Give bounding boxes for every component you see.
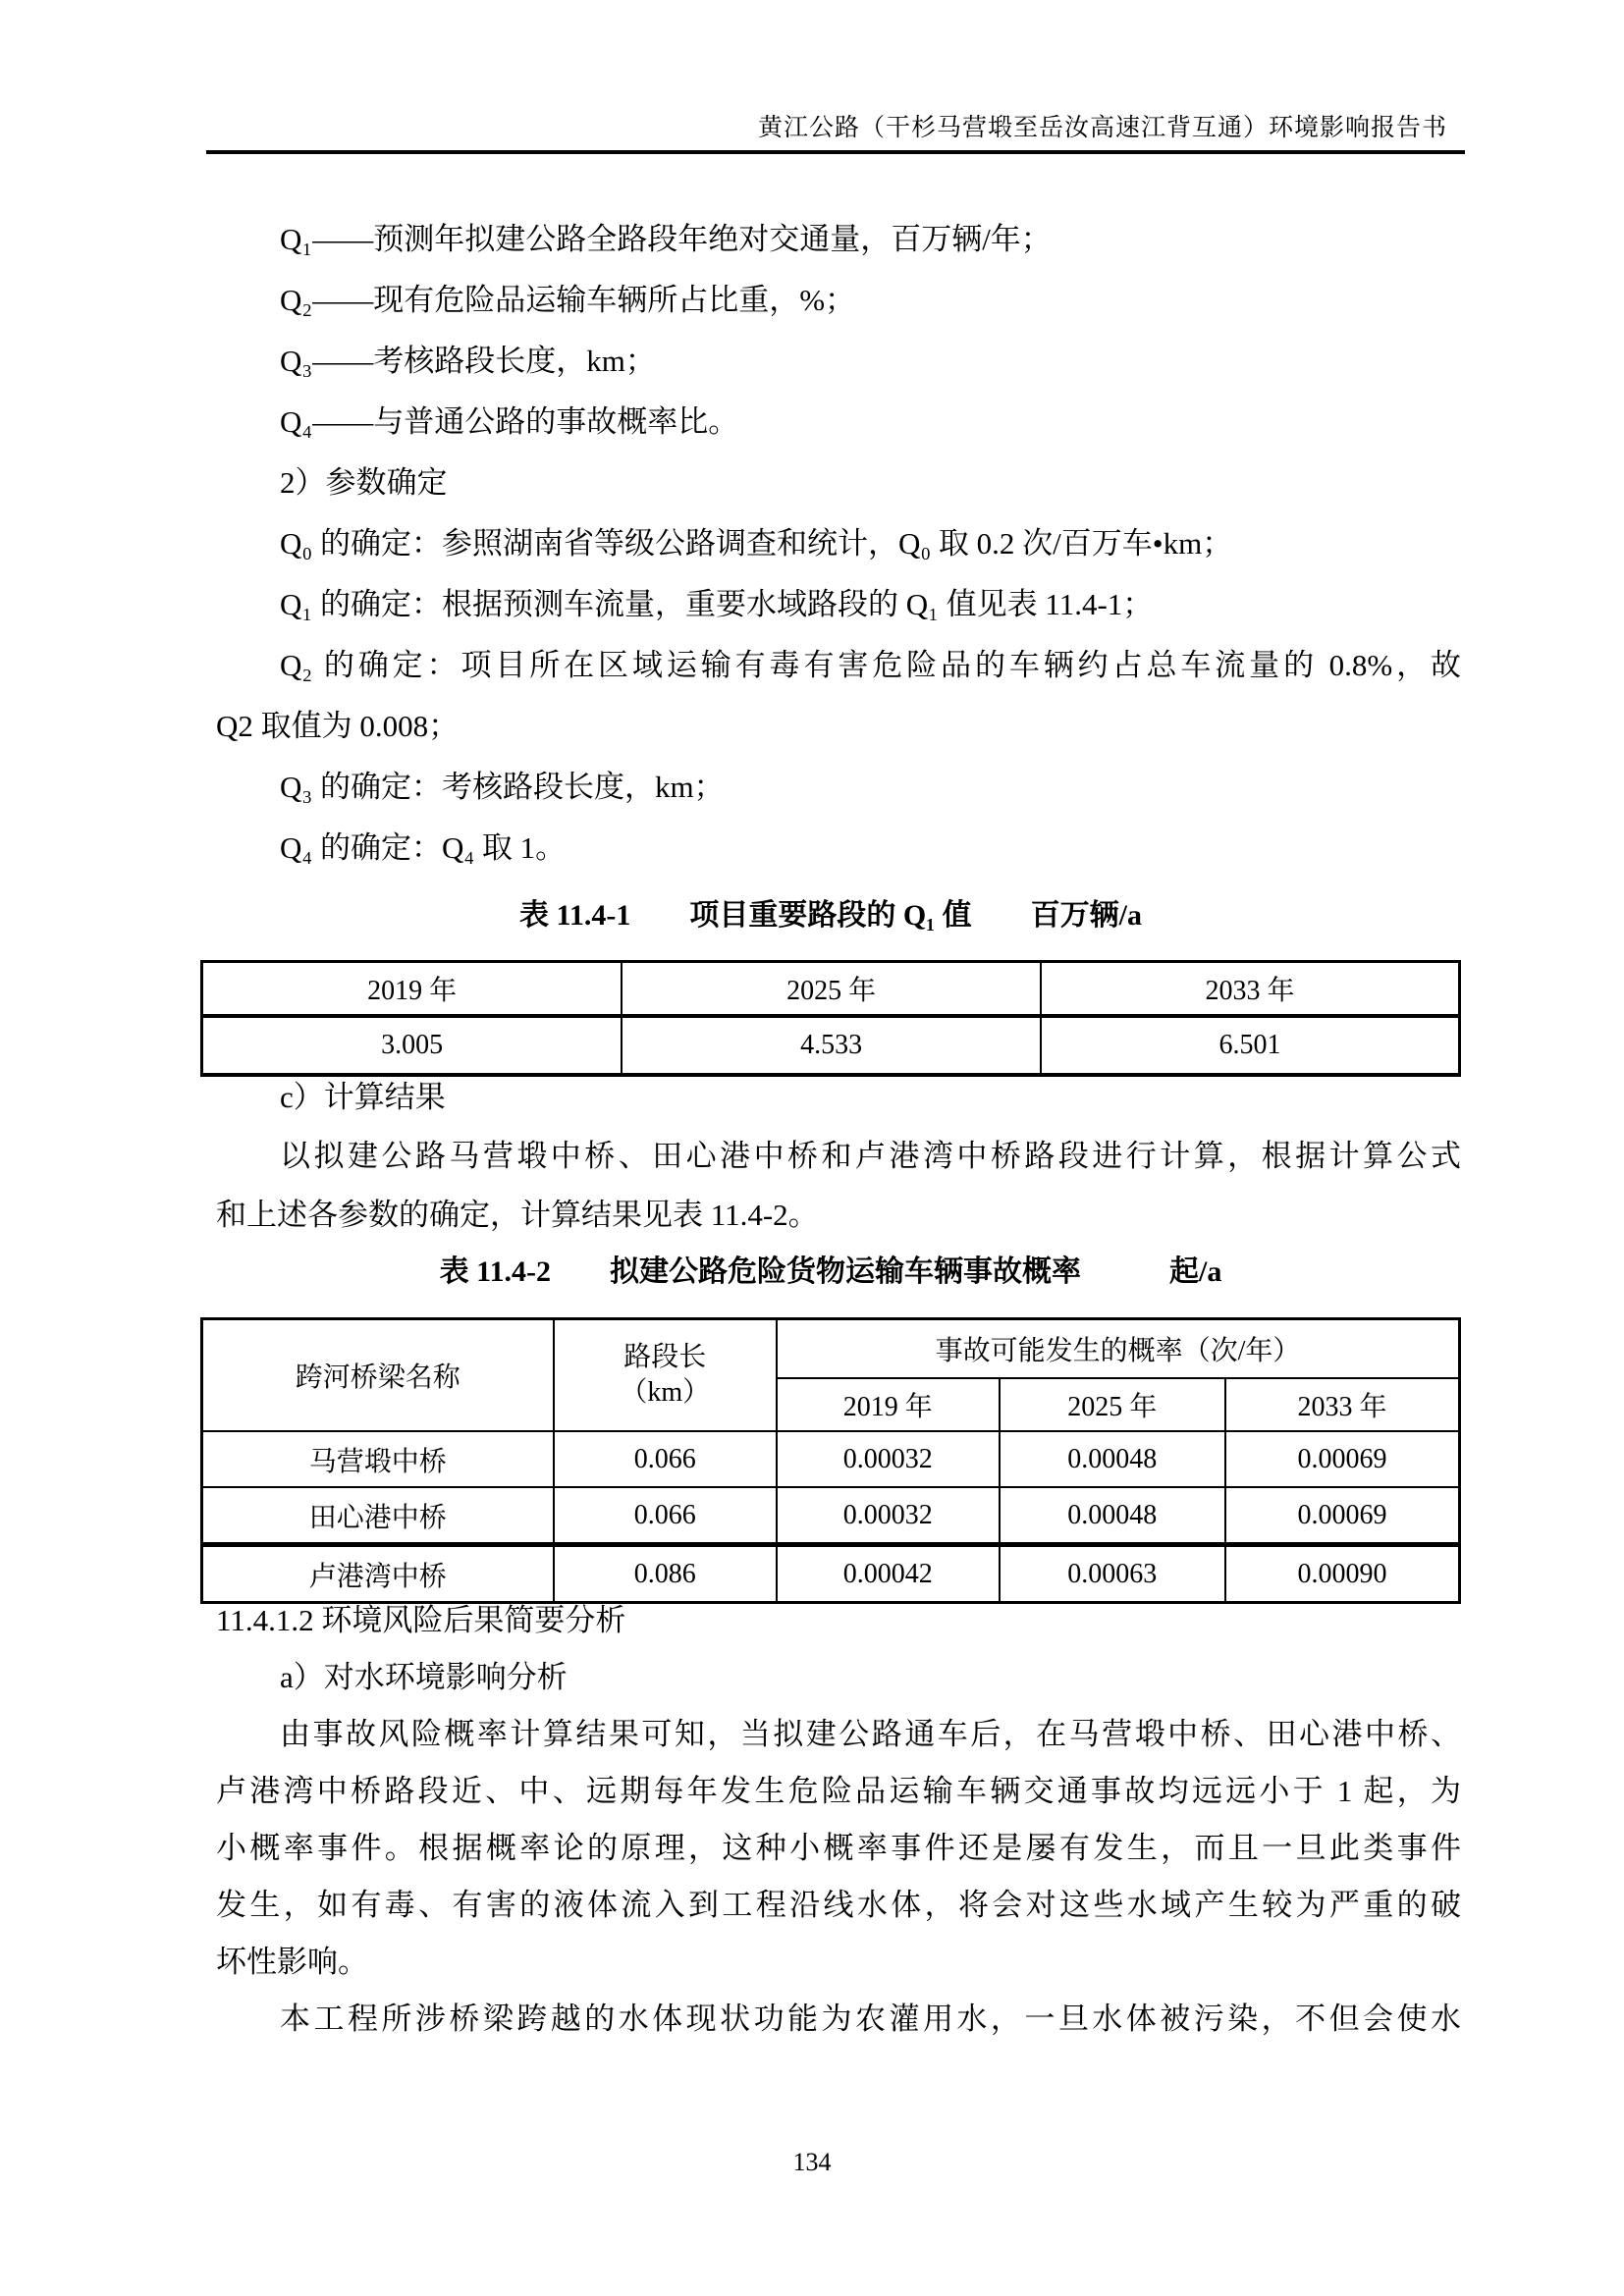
page-number: 134 xyxy=(792,2148,832,2176)
text-line: 本工程所涉桥梁跨越的水体现状功能为农灌用水，一旦水体被污染，不但会使水 xyxy=(280,2002,1461,2036)
text-line: 以拟建公路马营塅中桥、田心港中桥和卢港湾中桥路段进行计算，根据计算公式 xyxy=(280,1139,1461,1173)
table1-value: 6.501 xyxy=(1041,1016,1460,1075)
table2-year-header: 2019 年 xyxy=(777,1378,999,1431)
table-cell: 0.00032 xyxy=(777,1431,999,1487)
body-section-parameters xyxy=(200,209,1461,879)
accident-probability-table xyxy=(200,1317,1461,1604)
text-line: Q₄ 的确定：Q₄ 取 1。 xyxy=(280,830,567,865)
text-line: 卢港湾中桥路段近、中、远期每年发生危险品运输车辆交通事故均远远小于 1 起，为 xyxy=(216,1774,1461,1808)
table1-value: 4.533 xyxy=(622,1016,1041,1075)
table-cell: 卢港湾中桥 xyxy=(202,1545,554,1603)
table2-bridge-header: 跨河桥梁名称 xyxy=(202,1319,554,1432)
table-cell: 马营塅中桥 xyxy=(202,1431,554,1487)
text-line: Q₃ 的确定：考核路段长度，km； xyxy=(280,770,725,804)
text-line: Q₁ 的确定：根据预测车流量，重要水域路段的 Q₁ 值见表 11.4-1； xyxy=(280,587,1154,621)
table-header-row xyxy=(202,962,1460,1017)
text-line: a）对水环境影响分析 xyxy=(280,1660,568,1694)
table2-caption: 表 11.4-2 拟建公路危险货物运输车辆事故概率 起/a xyxy=(439,1255,1222,1288)
text-line: Q₃——考核路段长度，km； xyxy=(280,344,656,378)
table-cell: 0.00048 xyxy=(1000,1487,1225,1545)
text-line: 坏性影响。 xyxy=(216,1945,368,1979)
body-section-results xyxy=(200,1068,1461,1245)
table-header-row xyxy=(202,1319,1460,1379)
header-rule-divider xyxy=(206,150,1465,154)
text-line: Q₂ 的确定：项目所在区域运输有毒有害危险品的车辆约占总车流量的 0.8%，故 xyxy=(280,648,1461,682)
q1-values-table xyxy=(200,960,1461,1077)
table-cell: 0.086 xyxy=(554,1545,778,1603)
table2-length-header-line2: （km） xyxy=(620,1377,711,1408)
table-cell: 0.066 xyxy=(554,1487,778,1545)
text-line: 11.4.1.2 环境风险后果简要分析 xyxy=(216,1603,626,1637)
table1-caption: 表 11.4-1 项目重要路段的 Q₁ 值 百万辆/a xyxy=(519,899,1142,932)
text-line: Q₀ 的确定：参照湖南省等级公路调查和统计，Q₀ 取 0.2 次/百万车•km； xyxy=(280,526,1233,561)
text-line: Q2 取值为 0.008； xyxy=(216,709,460,743)
table-cell: 0.00048 xyxy=(1000,1431,1225,1487)
table-cell: 田心港中桥 xyxy=(202,1487,554,1545)
table2-length-header-line1: 路段长 xyxy=(623,1342,707,1372)
table-row xyxy=(202,1487,1460,1545)
table2-year-header: 2025 年 xyxy=(1000,1378,1225,1431)
table-cell: 0.00042 xyxy=(777,1545,999,1603)
text-line: Q₂——现有危险品运输车辆所占比重，%； xyxy=(280,283,856,317)
body-section-analysis xyxy=(200,1592,1461,2048)
table1-col-header: 2025 年 xyxy=(622,962,1041,1017)
text-line: 发生，如有毒、有害的液体流入到工程沿线水体，将会对这些水域产生较为严重的破 xyxy=(216,1888,1461,1922)
table-cell: 0.00063 xyxy=(1000,1545,1225,1603)
table-cell: 0.00069 xyxy=(1225,1431,1460,1487)
table-cell: 0.00032 xyxy=(777,1487,999,1545)
table-row xyxy=(202,1431,1460,1487)
page-header-title: 黄江公路（干杉马营塅至岳汝高速江背互通）环境影响报告书 xyxy=(757,115,1447,141)
table2-length-header xyxy=(554,1319,778,1432)
text-line: 2）参数确定 xyxy=(280,465,448,500)
text-line: c）计算结果 xyxy=(280,1080,446,1114)
table1-col-header: 2033 年 xyxy=(1041,962,1460,1017)
table-row xyxy=(202,1016,1460,1075)
table-cell: 0.00069 xyxy=(1225,1487,1460,1545)
table2-year-header: 2033 年 xyxy=(1225,1378,1460,1431)
text-line: 和上述各参数的确定，计算结果见表 11.4-2。 xyxy=(216,1198,819,1232)
text-line: 由事故风险概率计算结果可知，当拟建公路通车后，在马营塅中桥、田心港中桥、 xyxy=(280,1717,1461,1751)
table2-probability-group-header: 事故可能发生的概率（次/年） xyxy=(777,1319,1459,1379)
table-cell: 0.066 xyxy=(554,1431,778,1487)
table-cell: 0.00090 xyxy=(1225,1545,1460,1603)
table1-col-header: 2019 年 xyxy=(202,962,623,1017)
text-line: Q₁——预测年拟建公路全路段年绝对交通量，百万辆/年； xyxy=(280,222,1052,256)
text-line: 小概率事件。根据概率论的原理，这种小概率事件还是屡有发生，而且一旦此类事件 xyxy=(216,1831,1461,1865)
text-line: Q₄——与普通公路的事故概率比。 xyxy=(280,404,739,439)
table1-value: 3.005 xyxy=(202,1016,623,1075)
